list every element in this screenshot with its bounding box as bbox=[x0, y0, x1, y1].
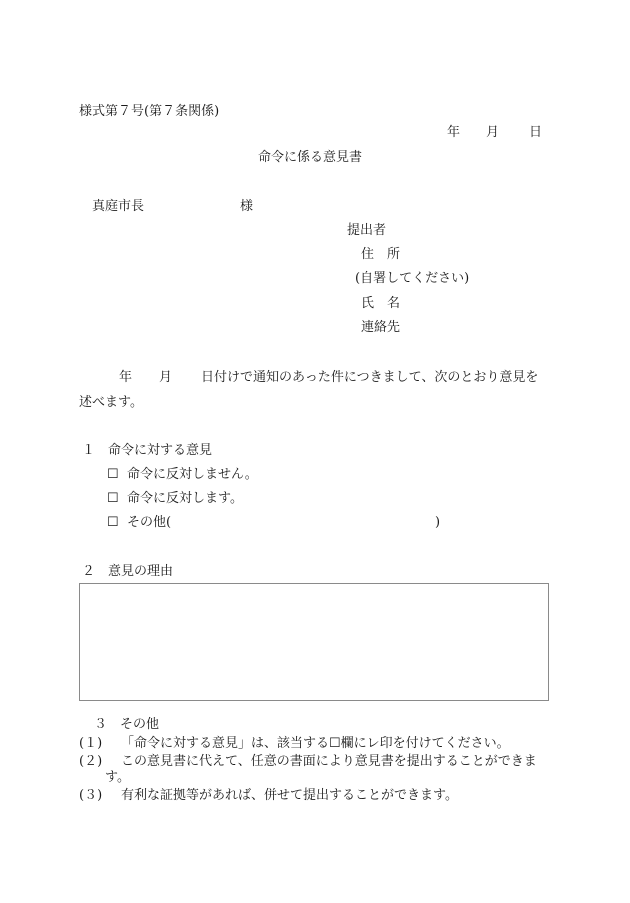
section3-heading: ３ その他 bbox=[94, 717, 160, 732]
intro-month-label: 月 bbox=[159, 370, 173, 385]
section1-heading: １ 命令に対する意見 bbox=[82, 443, 213, 458]
intro-text-line1: 日付けで通知のあった件につきまして、次のとおり意見を bbox=[201, 370, 539, 385]
submitter-label: 提出者 bbox=[347, 223, 387, 238]
section2-heading: ２ 意見の理由 bbox=[82, 564, 174, 579]
option-label: 命令に反対します。 bbox=[127, 491, 243, 506]
checkbox-icon[interactable]: ☐ bbox=[107, 467, 119, 482]
option-label: 命令に反対しません。 bbox=[127, 467, 258, 482]
note-3-text: 有利な証拠等があれば、併せて提出することができます。 bbox=[121, 788, 458, 803]
intro-text-line2: 述べます。 bbox=[79, 395, 143, 410]
option-no-objection[interactable] bbox=[107, 467, 258, 483]
form-number: 様式第７号(第７条関係) bbox=[79, 104, 220, 119]
note-3-number: (３) bbox=[79, 788, 103, 803]
date-year-label: 年 bbox=[447, 125, 461, 140]
name-label: 氏 名 bbox=[361, 296, 401, 311]
address-label: 住 所 bbox=[361, 247, 401, 262]
note-1-text: 「命令に対する意見」は、該当する☐欄にレ印を付けてください。 bbox=[121, 736, 510, 751]
checkbox-icon[interactable]: ☐ bbox=[107, 515, 119, 530]
document-title: 命令に係る意見書 bbox=[258, 150, 363, 165]
option-label: その他( bbox=[127, 515, 172, 530]
addressee-honorific: 様 bbox=[240, 199, 254, 214]
note-2-text: この意見書に代えて、任意の書面により意見書を提出することができま bbox=[121, 754, 537, 769]
option-other-close: ) bbox=[435, 515, 441, 530]
date-month-label: 月 bbox=[486, 125, 500, 140]
option-objection[interactable] bbox=[107, 491, 243, 507]
checkbox-icon[interactable]: ☐ bbox=[107, 491, 119, 506]
date-day-label: 日 bbox=[529, 125, 543, 140]
note-1-number: (１) bbox=[79, 736, 103, 751]
note-2-continuation: す。 bbox=[105, 770, 130, 785]
contact-label: 連絡先 bbox=[361, 320, 401, 335]
intro-year-label: 年 bbox=[119, 370, 133, 385]
signature-note: (自署してください) bbox=[355, 271, 470, 286]
addressee-name: 真庭市長 bbox=[92, 199, 145, 214]
reason-input-box[interactable] bbox=[79, 583, 549, 701]
note-2-number: (２) bbox=[79, 754, 103, 769]
option-other[interactable] bbox=[107, 515, 171, 531]
